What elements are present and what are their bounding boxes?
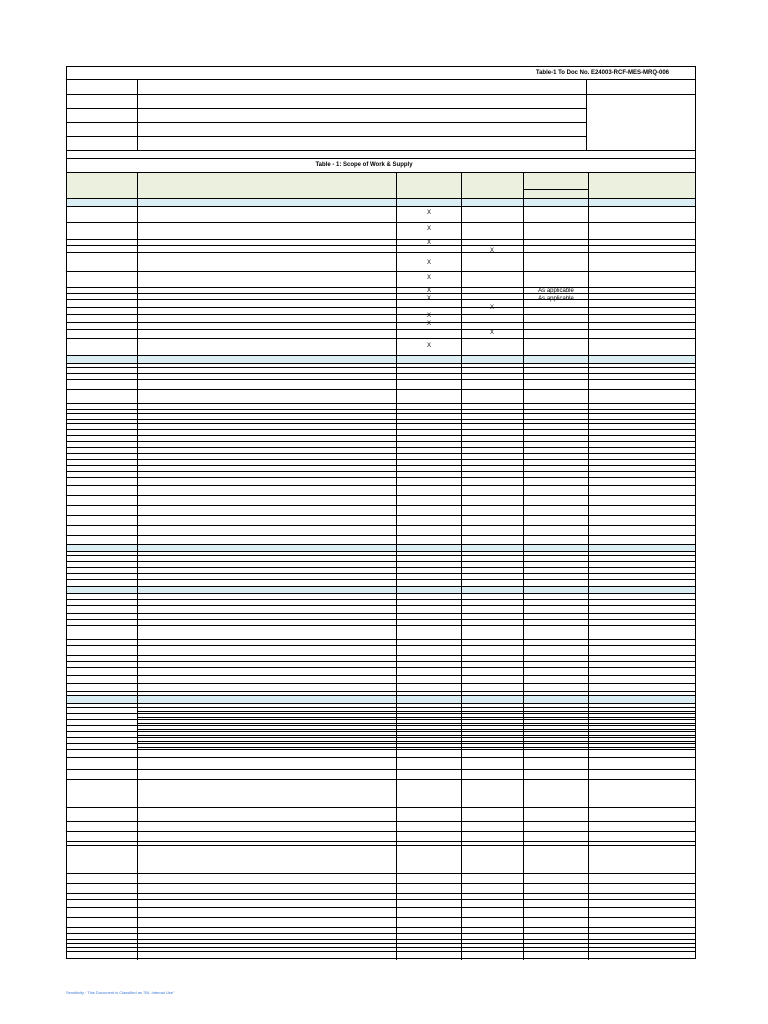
grid-line-h bbox=[67, 150, 695, 151]
grid-line-h bbox=[137, 735, 695, 736]
grid-line-h bbox=[67, 413, 695, 414]
grid-line-h bbox=[67, 525, 695, 526]
column-header-row bbox=[67, 172, 695, 198]
scope-mark: X bbox=[426, 226, 432, 232]
grid-line-h bbox=[67, 252, 695, 253]
grid-line-h bbox=[67, 691, 695, 692]
grid-line-h bbox=[586, 94, 695, 95]
grid-line-h bbox=[67, 158, 695, 159]
grid-line-h bbox=[67, 625, 695, 626]
document-reference: Table-1 To Doc No. E24003-RCF-MES-MRQ-006 bbox=[535, 70, 669, 76]
grid-line-h bbox=[67, 423, 695, 424]
grid-line-h bbox=[67, 841, 695, 842]
scope-mark: X bbox=[426, 240, 432, 246]
grid-line-h bbox=[67, 927, 695, 928]
grid-line-h bbox=[67, 713, 695, 714]
grid-line-v bbox=[137, 172, 138, 960]
grid-line-h bbox=[67, 939, 695, 940]
grid-line-h bbox=[67, 907, 695, 908]
grid-line-h bbox=[137, 747, 695, 748]
grid-line-h bbox=[67, 447, 695, 448]
grid-line-h bbox=[67, 409, 695, 410]
grid-line-h bbox=[67, 749, 695, 750]
grid-line-v bbox=[396, 172, 397, 960]
grid-line-h bbox=[67, 459, 695, 460]
grid-line-h bbox=[67, 245, 695, 246]
grid-line-h bbox=[67, 573, 695, 574]
grid-line-h bbox=[67, 403, 695, 404]
grid-line-h bbox=[67, 477, 695, 478]
grid-line-h bbox=[67, 667, 695, 668]
grid-line-h bbox=[67, 743, 695, 744]
grid-line-h bbox=[67, 271, 695, 272]
grid-line-h bbox=[67, 122, 586, 123]
grid-line-h bbox=[67, 639, 695, 640]
grid-line-h bbox=[67, 419, 695, 420]
grid-line-h bbox=[67, 515, 695, 516]
grid-line-h bbox=[523, 189, 588, 190]
grid-line-h bbox=[67, 453, 695, 454]
grid-line-h bbox=[67, 198, 695, 199]
grid-line-h bbox=[67, 943, 695, 944]
grid-line-h bbox=[67, 883, 695, 884]
grid-line-h bbox=[67, 703, 695, 704]
scope-of-work-sheet bbox=[66, 66, 696, 959]
grid-line-h bbox=[67, 338, 695, 339]
grid-line-h bbox=[67, 314, 695, 315]
grid-line-h bbox=[67, 429, 695, 430]
scope-mark: X bbox=[426, 313, 432, 319]
grid-line-h bbox=[67, 495, 695, 496]
scope-mark: X bbox=[426, 288, 432, 294]
section-band bbox=[67, 198, 695, 206]
section-band bbox=[67, 355, 695, 363]
grid-line-h bbox=[67, 947, 695, 948]
grid-line-h bbox=[67, 222, 695, 223]
grid-line-h bbox=[67, 899, 695, 900]
grid-line-h bbox=[67, 951, 695, 952]
grid-line-h bbox=[67, 831, 695, 832]
scope-mark: X bbox=[426, 296, 432, 302]
grid-line-h bbox=[67, 435, 695, 436]
grid-line-h bbox=[67, 465, 695, 466]
grid-line-v bbox=[588, 172, 589, 960]
scope-mark: X bbox=[426, 321, 432, 327]
grid-line-h bbox=[67, 79, 695, 80]
grid-line-h bbox=[67, 645, 695, 646]
grid-line-h bbox=[67, 821, 695, 822]
grid-line-h bbox=[67, 94, 586, 95]
grid-line-h bbox=[67, 172, 695, 173]
grid-line-h bbox=[67, 779, 695, 780]
grid-line-h bbox=[67, 675, 695, 676]
grid-line-h bbox=[67, 544, 695, 545]
scope-mark: X bbox=[489, 330, 495, 336]
grid-line-h bbox=[67, 367, 695, 368]
grid-line-h bbox=[67, 505, 695, 506]
grid-line-h bbox=[67, 613, 695, 614]
grid-line-h bbox=[67, 807, 695, 808]
grid-line-h bbox=[67, 379, 695, 380]
grid-line-h bbox=[67, 551, 695, 552]
grid-line-h bbox=[67, 605, 695, 606]
scope-mark: X bbox=[426, 260, 432, 266]
grid-line-h bbox=[67, 363, 695, 364]
grid-line-v bbox=[461, 172, 462, 960]
grid-line-h bbox=[67, 471, 695, 472]
grid-line-h bbox=[67, 619, 695, 620]
grid-line-h bbox=[67, 239, 695, 240]
scope-mark: X bbox=[489, 305, 495, 311]
grid-line-h bbox=[67, 707, 695, 708]
grid-line-h bbox=[67, 579, 695, 580]
grid-line-h bbox=[67, 655, 695, 656]
scope-mark: X bbox=[426, 210, 432, 216]
grid-line-h bbox=[67, 769, 695, 770]
scope-mark: X bbox=[426, 343, 432, 349]
grid-line-h bbox=[67, 586, 695, 587]
grid-line-h bbox=[67, 933, 695, 934]
grid-line-h bbox=[67, 683, 695, 684]
grid-line-h bbox=[67, 299, 695, 300]
grid-line-h bbox=[67, 329, 695, 330]
section-band bbox=[67, 544, 695, 551]
grid-line-h bbox=[67, 108, 586, 109]
section-band bbox=[67, 586, 695, 593]
grid-line-h bbox=[137, 711, 695, 712]
grid-line-h bbox=[67, 555, 695, 556]
grid-line-h bbox=[67, 731, 695, 732]
grid-line-h bbox=[67, 287, 695, 288]
applicability-note: As applicable bbox=[538, 288, 574, 294]
grid-line-h bbox=[67, 561, 695, 562]
grid-line-h bbox=[67, 307, 695, 308]
grid-line-h bbox=[67, 206, 695, 207]
grid-line-h bbox=[67, 567, 695, 568]
grid-line-h bbox=[67, 873, 695, 874]
grid-line-h bbox=[67, 917, 695, 918]
grid-line-h bbox=[67, 373, 695, 374]
grid-line-h bbox=[67, 593, 695, 594]
sensitivity-footer: Sensitivity : This Document is Classified as "EIL Internal Use" bbox=[66, 990, 175, 995]
scope-mark: X bbox=[489, 248, 495, 254]
grid-line-h bbox=[67, 719, 695, 720]
grid-line-h bbox=[67, 322, 695, 323]
grid-line-h bbox=[67, 355, 695, 356]
grid-line-h bbox=[67, 136, 586, 137]
grid-line-h bbox=[67, 695, 695, 696]
grid-line-h bbox=[67, 725, 695, 726]
grid-line-h bbox=[67, 599, 695, 600]
grid-line-h bbox=[67, 737, 695, 738]
grid-line-h bbox=[67, 389, 695, 390]
grid-line-h bbox=[137, 717, 695, 718]
grid-line-h bbox=[137, 729, 695, 730]
grid-line-h bbox=[67, 845, 695, 846]
grid-line-v bbox=[586, 79, 587, 150]
grid-line-h bbox=[67, 535, 695, 536]
grid-line-h bbox=[67, 757, 695, 758]
section-band bbox=[67, 695, 695, 703]
applicability-note: As applicable bbox=[538, 296, 574, 302]
table-title: Table - 1: Scope of Work & Supply bbox=[315, 162, 413, 168]
grid-line-v bbox=[523, 172, 524, 960]
grid-line-h bbox=[137, 723, 695, 724]
grid-line-h bbox=[67, 893, 695, 894]
grid-line-h bbox=[67, 661, 695, 662]
grid-line-v bbox=[137, 79, 138, 150]
grid-line-h bbox=[67, 293, 695, 294]
grid-line-h bbox=[137, 741, 695, 742]
scope-mark: X bbox=[426, 275, 432, 281]
grid-line-h bbox=[67, 441, 695, 442]
grid-line-h bbox=[67, 485, 695, 486]
